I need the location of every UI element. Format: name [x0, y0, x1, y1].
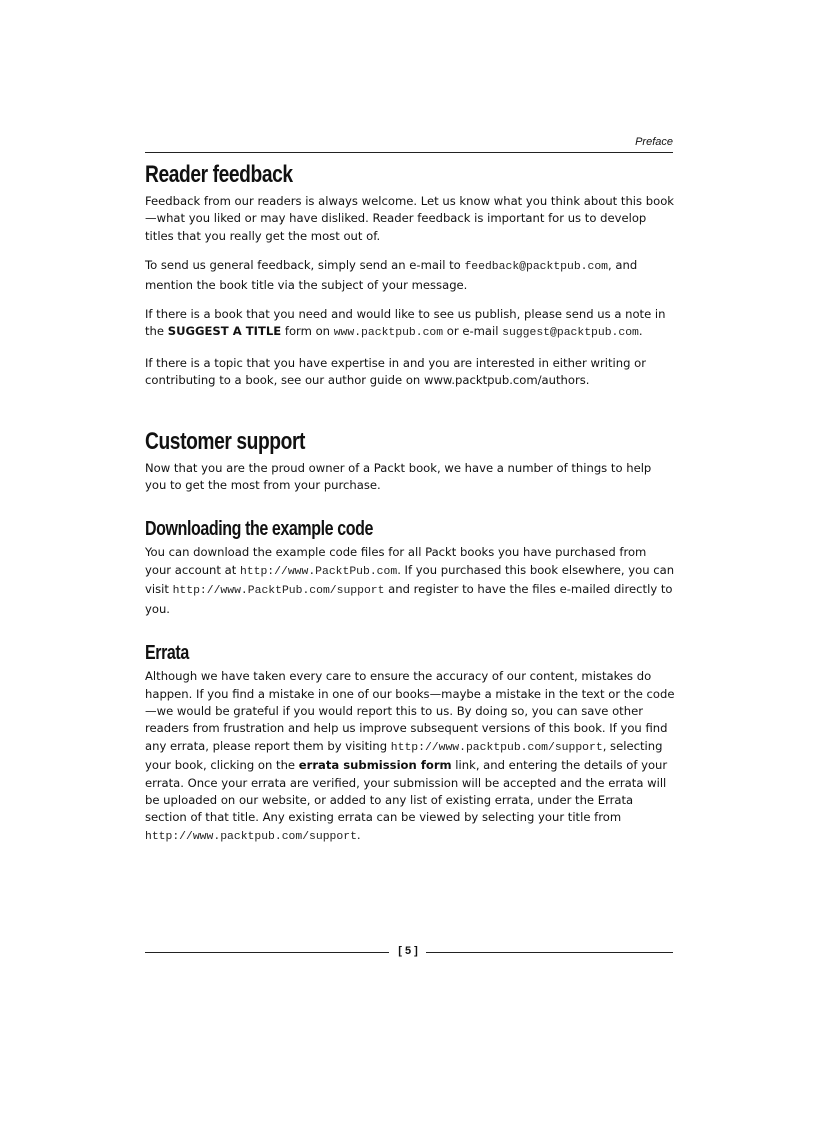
downloading-paragraph: [145, 544, 675, 618]
packtpub-account-url: http://www.PacktPub.com: [239, 565, 398, 578]
footer-rule-left: [145, 952, 389, 953]
suggest-title-bold: SUGGEST A TITLE: [167, 324, 282, 339]
page-body: [145, 160, 675, 858]
section-gap: [145, 506, 675, 516]
reader-feedback-paragraph-2: [145, 257, 675, 294]
errata-support-url: http://www.packtpub.com/support: [390, 741, 603, 754]
text-run: or e-mail: [443, 324, 503, 339]
reader-feedback-paragraph-3: [145, 306, 675, 343]
text-run: If there is a book that you need and would like to see us publish, please send us a note in the: [145, 307, 666, 339]
text-run: You can download the example code files for all Packt books you have purchased from your account at: [145, 545, 647, 577]
errata-form-bold: errata submission form: [298, 758, 452, 773]
section-gap: [145, 402, 675, 427]
text-run: .: [356, 827, 361, 842]
text-run: link, and entering the details of your errata. Once your errata are verified, your submission will be accepted and the errata will be uploaded on our website, or added to any list of existing errata, under the Errata section of that title. Any existing errata can be viewed by selecting your title from: [145, 758, 668, 825]
running-head: [145, 136, 673, 153]
running-head-text: Preface: [635, 136, 673, 148]
heading-downloading-code: Downloading the example code: [145, 518, 373, 541]
reader-feedback-paragraph-1: Feedback from our readers is always welcome. Let us know what you think about this book—what you liked or may have disliked. Reader feedback is important for us to develop titles that you really get the most out of.: [145, 194, 675, 243]
page-number: [ 5 ]: [398, 945, 418, 957]
text-run: , and mention the book title via the subject of your message.: [145, 258, 638, 292]
footer-rule-right: [426, 952, 673, 953]
errata-view-url: http://www.packtpub.com/support: [145, 830, 357, 843]
page-footer: [145, 945, 673, 961]
feedback-email: feedback@packtpub.com: [464, 261, 609, 274]
suggest-email: suggest@packtpub.com: [502, 327, 639, 340]
text-run: , selecting your book, clicking on the: [145, 738, 663, 773]
text-run: .: [638, 324, 643, 339]
packtpub-support-url: http://www.PacktPub.com/support: [172, 585, 385, 598]
text-run: form on: [281, 324, 334, 339]
text-run: . If you purchased this book elsewhere, you can visit: [145, 562, 675, 597]
text-run: Although we have taken every care to ensure the accuracy of our content, mistakes do happen. If you find a mistake in one of our books—maybe a mistake in the text or the code—we would be grateful if you would report this to us. By doing so, you can save other readers from frustration and help us improve subsequent versions of this book. If you find any errata, please report them by visiting: [145, 669, 675, 753]
heading-reader-feedback: Reader feedback: [145, 161, 293, 188]
reader-feedback-paragraph-4: If there is a topic that you have expertise in and you are interested in either writing or contributing to a book, see our author guide on www.packtpub.com/authors.: [145, 355, 646, 388]
heading-customer-support: Customer support: [145, 427, 306, 455]
section-gap: [145, 630, 675, 640]
packtpub-url: www.packtpub.com: [333, 327, 444, 340]
customer-support-paragraph: Now that you are the proud owner of a Packt book, we have a number of things to help you to get the most from your purchase.: [145, 460, 652, 493]
text-run: and register to have the files e-mailed directly to you.: [145, 582, 673, 616]
errata-paragraph: [145, 668, 675, 846]
text-run: To send us general feedback, simply send an e-mail to: [145, 258, 465, 273]
heading-errata: Errata: [145, 642, 189, 665]
